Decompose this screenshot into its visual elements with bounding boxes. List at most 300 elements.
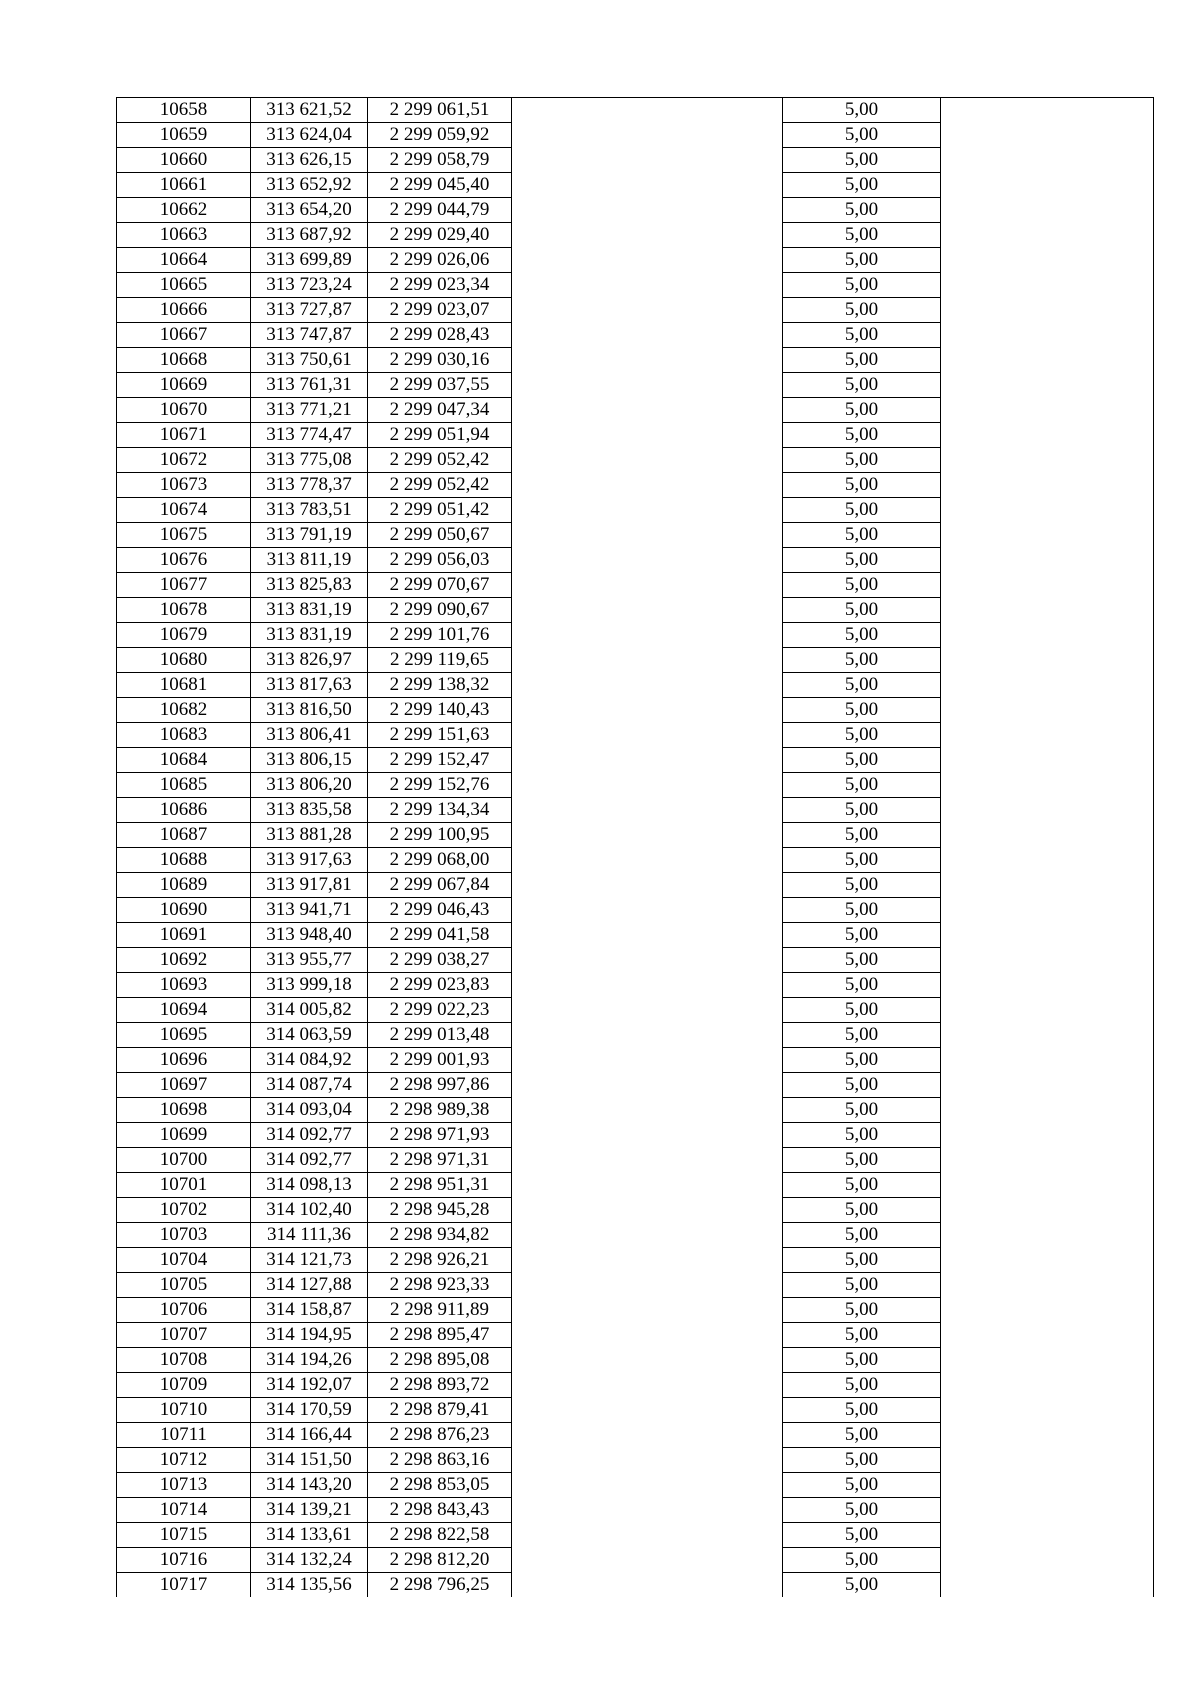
x-coordinate-cell: 313 771,21 <box>251 398 368 423</box>
blank-cell <box>512 1098 783 1123</box>
table-row <box>117 1273 1154 1298</box>
x-coordinate-cell: 314 170,59 <box>251 1398 368 1423</box>
blank-cell <box>512 1198 783 1223</box>
y-coordinate-cell: 2 298 812,20 <box>368 1548 512 1573</box>
table-row <box>117 648 1154 673</box>
y-coordinate-cell: 2 298 926,21 <box>368 1248 512 1273</box>
blank-cell <box>941 773 1154 798</box>
x-coordinate-cell: 314 133,61 <box>251 1523 368 1548</box>
x-coordinate-cell: 313 699,89 <box>251 248 368 273</box>
x-coordinate-cell: 314 098,13 <box>251 1173 368 1198</box>
accuracy-cell: 5,00 <box>783 848 941 873</box>
table-row <box>117 198 1154 223</box>
blank-cell <box>941 1398 1154 1423</box>
x-coordinate-cell: 313 774,47 <box>251 423 368 448</box>
point-number-cell: 10669 <box>117 373 251 398</box>
blank-cell <box>941 1548 1154 1573</box>
blank-cell <box>512 1473 783 1498</box>
y-coordinate-cell: 2 298 997,86 <box>368 1073 512 1098</box>
table-row <box>117 248 1154 273</box>
table-row <box>117 848 1154 873</box>
y-coordinate-cell: 2 299 067,84 <box>368 873 512 898</box>
accuracy-cell: 5,00 <box>783 823 941 848</box>
blank-cell <box>512 473 783 498</box>
x-coordinate-cell: 313 811,19 <box>251 548 368 573</box>
x-coordinate-cell: 313 825,83 <box>251 573 368 598</box>
point-number-cell: 10662 <box>117 198 251 223</box>
point-number-cell: 10695 <box>117 1023 251 1048</box>
blank-cell <box>512 398 783 423</box>
blank-cell <box>941 848 1154 873</box>
accuracy-cell: 5,00 <box>783 1173 941 1198</box>
point-number-cell: 10685 <box>117 773 251 798</box>
point-number-cell: 10700 <box>117 1148 251 1173</box>
point-number-cell: 10693 <box>117 973 251 998</box>
accuracy-cell: 5,00 <box>783 673 941 698</box>
point-number-cell: 10676 <box>117 548 251 573</box>
point-number-cell: 10689 <box>117 873 251 898</box>
accuracy-cell: 5,00 <box>783 723 941 748</box>
accuracy-cell: 5,00 <box>783 548 941 573</box>
x-coordinate-cell: 313 806,15 <box>251 748 368 773</box>
blank-cell <box>941 1173 1154 1198</box>
x-coordinate-cell: 313 806,20 <box>251 773 368 798</box>
blank-cell <box>941 573 1154 598</box>
blank-cell <box>512 973 783 998</box>
accuracy-cell: 5,00 <box>783 223 941 248</box>
accuracy-cell: 5,00 <box>783 273 941 298</box>
blank-cell <box>941 498 1154 523</box>
point-number-cell: 10696 <box>117 1048 251 1073</box>
accuracy-cell: 5,00 <box>783 123 941 148</box>
y-coordinate-cell: 2 299 138,32 <box>368 673 512 698</box>
accuracy-cell: 5,00 <box>783 198 941 223</box>
table-row <box>117 498 1154 523</box>
y-coordinate-cell: 2 298 843,43 <box>368 1498 512 1523</box>
table-row <box>117 998 1154 1023</box>
x-coordinate-cell: 313 917,63 <box>251 848 368 873</box>
y-coordinate-cell: 2 298 863,16 <box>368 1448 512 1473</box>
accuracy-cell: 5,00 <box>783 398 941 423</box>
y-coordinate-cell: 2 299 119,65 <box>368 648 512 673</box>
blank-cell <box>512 373 783 398</box>
accuracy-cell: 5,00 <box>783 873 941 898</box>
accuracy-cell: 5,00 <box>783 1248 941 1273</box>
table-row <box>117 1498 1154 1523</box>
y-coordinate-cell: 2 299 134,34 <box>368 798 512 823</box>
x-coordinate-cell: 314 087,74 <box>251 1073 368 1098</box>
accuracy-cell: 5,00 <box>783 1123 941 1148</box>
blank-cell <box>512 773 783 798</box>
x-coordinate-cell: 314 092,77 <box>251 1148 368 1173</box>
point-number-cell: 10702 <box>117 1198 251 1223</box>
point-number-cell: 10705 <box>117 1273 251 1298</box>
blank-cell <box>512 1323 783 1348</box>
blank-cell <box>512 848 783 873</box>
y-coordinate-cell: 2 299 041,58 <box>368 923 512 948</box>
blank-cell <box>512 1448 783 1473</box>
blank-cell <box>941 98 1154 123</box>
y-coordinate-cell: 2 299 151,63 <box>368 723 512 748</box>
table-row <box>117 523 1154 548</box>
blank-cell <box>512 698 783 723</box>
x-coordinate-cell: 313 652,92 <box>251 173 368 198</box>
point-number-cell: 10706 <box>117 1298 251 1323</box>
blank-cell <box>941 198 1154 223</box>
y-coordinate-cell: 2 298 853,05 <box>368 1473 512 1498</box>
blank-cell <box>941 1348 1154 1373</box>
point-number-cell: 10691 <box>117 923 251 948</box>
y-coordinate-cell: 2 299 059,92 <box>368 123 512 148</box>
blank-cell <box>512 1248 783 1273</box>
blank-cell <box>941 1073 1154 1098</box>
y-coordinate-cell: 2 299 023,07 <box>368 298 512 323</box>
blank-cell <box>512 1273 783 1298</box>
x-coordinate-cell: 314 111,36 <box>251 1223 368 1248</box>
point-number-cell: 10690 <box>117 898 251 923</box>
table-row <box>117 373 1154 398</box>
x-coordinate-cell: 313 817,63 <box>251 673 368 698</box>
y-coordinate-cell: 2 298 895,47 <box>368 1323 512 1348</box>
accuracy-cell: 5,00 <box>783 423 941 448</box>
blank-cell <box>941 323 1154 348</box>
x-coordinate-cell: 313 831,19 <box>251 623 368 648</box>
y-coordinate-cell: 2 298 895,08 <box>368 1348 512 1373</box>
y-coordinate-cell: 2 299 050,67 <box>368 523 512 548</box>
table-row <box>117 273 1154 298</box>
y-coordinate-cell: 2 299 090,67 <box>368 598 512 623</box>
accuracy-cell: 5,00 <box>783 498 941 523</box>
x-coordinate-cell: 314 194,95 <box>251 1323 368 1348</box>
point-number-cell: 10692 <box>117 948 251 973</box>
blank-cell <box>941 798 1154 823</box>
y-coordinate-cell: 2 299 051,42 <box>368 498 512 523</box>
x-coordinate-cell: 313 791,19 <box>251 523 368 548</box>
blank-cell <box>941 1473 1154 1498</box>
blank-cell <box>512 273 783 298</box>
table-row <box>117 873 1154 898</box>
table-row <box>117 1173 1154 1198</box>
y-coordinate-cell: 2 299 056,03 <box>368 548 512 573</box>
blank-cell <box>512 1148 783 1173</box>
blank-cell <box>512 823 783 848</box>
x-coordinate-cell: 314 143,20 <box>251 1473 368 1498</box>
blank-cell <box>941 398 1154 423</box>
accuracy-cell: 5,00 <box>783 173 941 198</box>
table-row <box>117 1448 1154 1473</box>
x-coordinate-cell: 314 135,56 <box>251 1573 368 1598</box>
y-coordinate-cell: 2 299 140,43 <box>368 698 512 723</box>
blank-cell <box>512 323 783 348</box>
point-number-cell: 10682 <box>117 698 251 723</box>
blank-cell <box>512 173 783 198</box>
table-row <box>117 1123 1154 1148</box>
blank-cell <box>512 1398 783 1423</box>
y-coordinate-cell: 2 299 052,42 <box>368 473 512 498</box>
blank-cell <box>941 1448 1154 1473</box>
blank-cell <box>941 973 1154 998</box>
accuracy-cell: 5,00 <box>783 623 941 648</box>
point-number-cell: 10659 <box>117 123 251 148</box>
x-coordinate-cell: 314 132,24 <box>251 1548 368 1573</box>
table-row <box>117 1298 1154 1323</box>
table-row <box>117 1073 1154 1098</box>
blank-cell <box>941 473 1154 498</box>
point-number-cell: 10664 <box>117 248 251 273</box>
blank-cell <box>512 723 783 748</box>
x-coordinate-cell: 313 687,92 <box>251 223 368 248</box>
table-row <box>117 698 1154 723</box>
blank-cell <box>512 648 783 673</box>
blank-cell <box>941 898 1154 923</box>
accuracy-cell: 5,00 <box>783 1323 941 1348</box>
blank-cell <box>512 948 783 973</box>
point-number-cell: 10703 <box>117 1223 251 1248</box>
blank-cell <box>512 598 783 623</box>
blank-cell <box>941 623 1154 648</box>
table-row <box>117 798 1154 823</box>
point-number-cell: 10694 <box>117 998 251 1023</box>
blank-cell <box>512 98 783 123</box>
accuracy-cell: 5,00 <box>783 1223 941 1248</box>
blank-cell <box>512 1548 783 1573</box>
accuracy-cell: 5,00 <box>783 698 941 723</box>
point-number-cell: 10684 <box>117 748 251 773</box>
point-number-cell: 10713 <box>117 1473 251 1498</box>
point-number-cell: 10701 <box>117 1173 251 1198</box>
blank-cell <box>941 923 1154 948</box>
y-coordinate-cell: 2 299 152,76 <box>368 773 512 798</box>
y-coordinate-cell: 2 299 100,95 <box>368 823 512 848</box>
x-coordinate-cell: 313 775,08 <box>251 448 368 473</box>
blank-cell <box>512 873 783 898</box>
table-row <box>117 1323 1154 1348</box>
point-number-cell: 10709 <box>117 1373 251 1398</box>
point-number-cell: 10697 <box>117 1073 251 1098</box>
blank-cell <box>941 823 1154 848</box>
blank-cell <box>941 1498 1154 1523</box>
x-coordinate-cell: 314 151,50 <box>251 1448 368 1473</box>
point-number-cell: 10715 <box>117 1523 251 1548</box>
blank-cell <box>941 1148 1154 1173</box>
blank-cell <box>941 423 1154 448</box>
blank-cell <box>512 798 783 823</box>
table-row <box>117 773 1154 798</box>
blank-cell <box>512 448 783 473</box>
y-coordinate-cell: 2 299 026,06 <box>368 248 512 273</box>
blank-cell <box>941 648 1154 673</box>
accuracy-cell: 5,00 <box>783 348 941 373</box>
blank-cell <box>941 1273 1154 1298</box>
table-row <box>117 1423 1154 1448</box>
y-coordinate-cell: 2 299 044,79 <box>368 198 512 223</box>
accuracy-cell: 5,00 <box>783 1348 941 1373</box>
y-coordinate-cell: 2 299 068,00 <box>368 848 512 873</box>
table-row <box>117 1098 1154 1123</box>
blank-cell <box>512 198 783 223</box>
table-row <box>117 673 1154 698</box>
blank-cell <box>512 1348 783 1373</box>
blank-cell <box>941 548 1154 573</box>
x-coordinate-cell: 313 723,24 <box>251 273 368 298</box>
blank-cell <box>941 173 1154 198</box>
accuracy-cell: 5,00 <box>783 373 941 398</box>
x-coordinate-cell: 314 005,82 <box>251 998 368 1023</box>
x-coordinate-cell: 313 750,61 <box>251 348 368 373</box>
accuracy-cell: 5,00 <box>783 773 941 798</box>
table-row <box>117 1473 1154 1498</box>
table-row <box>117 423 1154 448</box>
table-row <box>117 723 1154 748</box>
blank-cell <box>941 998 1154 1023</box>
x-coordinate-cell: 313 948,40 <box>251 923 368 948</box>
accuracy-cell: 5,00 <box>783 973 941 998</box>
x-coordinate-cell: 314 121,73 <box>251 1248 368 1273</box>
point-number-cell: 10667 <box>117 323 251 348</box>
point-number-cell: 10674 <box>117 498 251 523</box>
y-coordinate-cell: 2 299 046,43 <box>368 898 512 923</box>
point-number-cell: 10678 <box>117 598 251 623</box>
blank-cell <box>512 498 783 523</box>
accuracy-cell: 5,00 <box>783 748 941 773</box>
table-row <box>117 123 1154 148</box>
point-number-cell: 10680 <box>117 648 251 673</box>
coordinates-table <box>116 97 1154 1597</box>
y-coordinate-cell: 2 298 951,31 <box>368 1173 512 1198</box>
accuracy-cell: 5,00 <box>783 1448 941 1473</box>
table-row <box>117 973 1154 998</box>
y-coordinate-cell: 2 299 101,76 <box>368 623 512 648</box>
blank-cell <box>512 623 783 648</box>
y-coordinate-cell: 2 299 030,16 <box>368 348 512 373</box>
y-coordinate-cell: 2 299 023,34 <box>368 273 512 298</box>
x-coordinate-cell: 313 826,97 <box>251 648 368 673</box>
y-coordinate-cell: 2 299 070,67 <box>368 573 512 598</box>
x-coordinate-cell: 313 654,20 <box>251 198 368 223</box>
blank-cell <box>941 273 1154 298</box>
accuracy-cell: 5,00 <box>783 98 941 123</box>
blank-cell <box>512 1573 783 1598</box>
blank-cell <box>512 1423 783 1448</box>
point-number-cell: 10665 <box>117 273 251 298</box>
x-coordinate-cell: 314 127,88 <box>251 1273 368 1298</box>
blank-cell <box>512 898 783 923</box>
accuracy-cell: 5,00 <box>783 1073 941 1098</box>
accuracy-cell: 5,00 <box>783 1098 941 1123</box>
blank-cell <box>941 373 1154 398</box>
y-coordinate-cell: 2 298 923,33 <box>368 1273 512 1298</box>
point-number-cell: 10671 <box>117 423 251 448</box>
blank-cell <box>941 1523 1154 1548</box>
table-row <box>117 923 1154 948</box>
table-row <box>117 448 1154 473</box>
y-coordinate-cell: 2 298 989,38 <box>368 1098 512 1123</box>
blank-cell <box>512 348 783 373</box>
x-coordinate-cell: 313 816,50 <box>251 698 368 723</box>
point-number-cell: 10699 <box>117 1123 251 1148</box>
accuracy-cell: 5,00 <box>783 1548 941 1573</box>
blank-cell <box>941 698 1154 723</box>
x-coordinate-cell: 314 192,07 <box>251 1373 368 1398</box>
point-number-cell: 10677 <box>117 573 251 598</box>
table-row <box>117 1198 1154 1223</box>
x-coordinate-cell: 313 761,31 <box>251 373 368 398</box>
y-coordinate-cell: 2 298 934,82 <box>368 1223 512 1248</box>
blank-cell <box>512 998 783 1023</box>
y-coordinate-cell: 2 299 028,43 <box>368 323 512 348</box>
blank-cell <box>941 1423 1154 1448</box>
point-number-cell: 10660 <box>117 148 251 173</box>
table-row <box>117 1548 1154 1573</box>
point-number-cell: 10704 <box>117 1248 251 1273</box>
accuracy-cell: 5,00 <box>783 1148 941 1173</box>
table-row <box>117 323 1154 348</box>
blank-cell <box>512 1223 783 1248</box>
x-coordinate-cell: 314 092,77 <box>251 1123 368 1148</box>
blank-cell <box>512 1373 783 1398</box>
table-row <box>117 398 1154 423</box>
table-row <box>117 98 1154 123</box>
point-number-cell: 10670 <box>117 398 251 423</box>
accuracy-cell: 5,00 <box>783 948 941 973</box>
accuracy-cell: 5,00 <box>783 998 941 1023</box>
y-coordinate-cell: 2 299 058,79 <box>368 148 512 173</box>
point-number-cell: 10683 <box>117 723 251 748</box>
x-coordinate-cell: 313 626,15 <box>251 148 368 173</box>
table-row <box>117 823 1154 848</box>
point-number-cell: 10663 <box>117 223 251 248</box>
table-row <box>117 173 1154 198</box>
blank-cell <box>512 1123 783 1148</box>
blank-cell <box>941 1223 1154 1248</box>
x-coordinate-cell: 314 093,04 <box>251 1098 368 1123</box>
blank-cell <box>512 1073 783 1098</box>
blank-cell <box>512 148 783 173</box>
accuracy-cell: 5,00 <box>783 898 941 923</box>
y-coordinate-cell: 2 299 052,42 <box>368 448 512 473</box>
accuracy-cell: 5,00 <box>783 1523 941 1548</box>
x-coordinate-cell: 313 835,58 <box>251 798 368 823</box>
x-coordinate-cell: 313 783,51 <box>251 498 368 523</box>
y-coordinate-cell: 2 298 879,41 <box>368 1398 512 1423</box>
blank-cell <box>941 448 1154 473</box>
accuracy-cell: 5,00 <box>783 1273 941 1298</box>
x-coordinate-cell: 313 917,81 <box>251 873 368 898</box>
table-row <box>117 348 1154 373</box>
blank-cell <box>941 1023 1154 1048</box>
accuracy-cell: 5,00 <box>783 1398 941 1423</box>
point-number-cell: 10672 <box>117 448 251 473</box>
y-coordinate-cell: 2 299 029,40 <box>368 223 512 248</box>
accuracy-cell: 5,00 <box>783 798 941 823</box>
blank-cell <box>512 298 783 323</box>
blank-cell <box>941 1198 1154 1223</box>
y-coordinate-cell: 2 299 013,48 <box>368 1023 512 1048</box>
blank-cell <box>512 523 783 548</box>
blank-cell <box>941 1323 1154 1348</box>
y-coordinate-cell: 2 298 822,58 <box>368 1523 512 1548</box>
point-number-cell: 10698 <box>117 1098 251 1123</box>
accuracy-cell: 5,00 <box>783 573 941 598</box>
accuracy-cell: 5,00 <box>783 923 941 948</box>
accuracy-cell: 5,00 <box>783 598 941 623</box>
accuracy-cell: 5,00 <box>783 448 941 473</box>
y-coordinate-cell: 2 298 796,25 <box>368 1573 512 1598</box>
table-row <box>117 1048 1154 1073</box>
y-coordinate-cell: 2 298 911,89 <box>368 1298 512 1323</box>
point-number-cell: 10712 <box>117 1448 251 1473</box>
table-row <box>117 223 1154 248</box>
